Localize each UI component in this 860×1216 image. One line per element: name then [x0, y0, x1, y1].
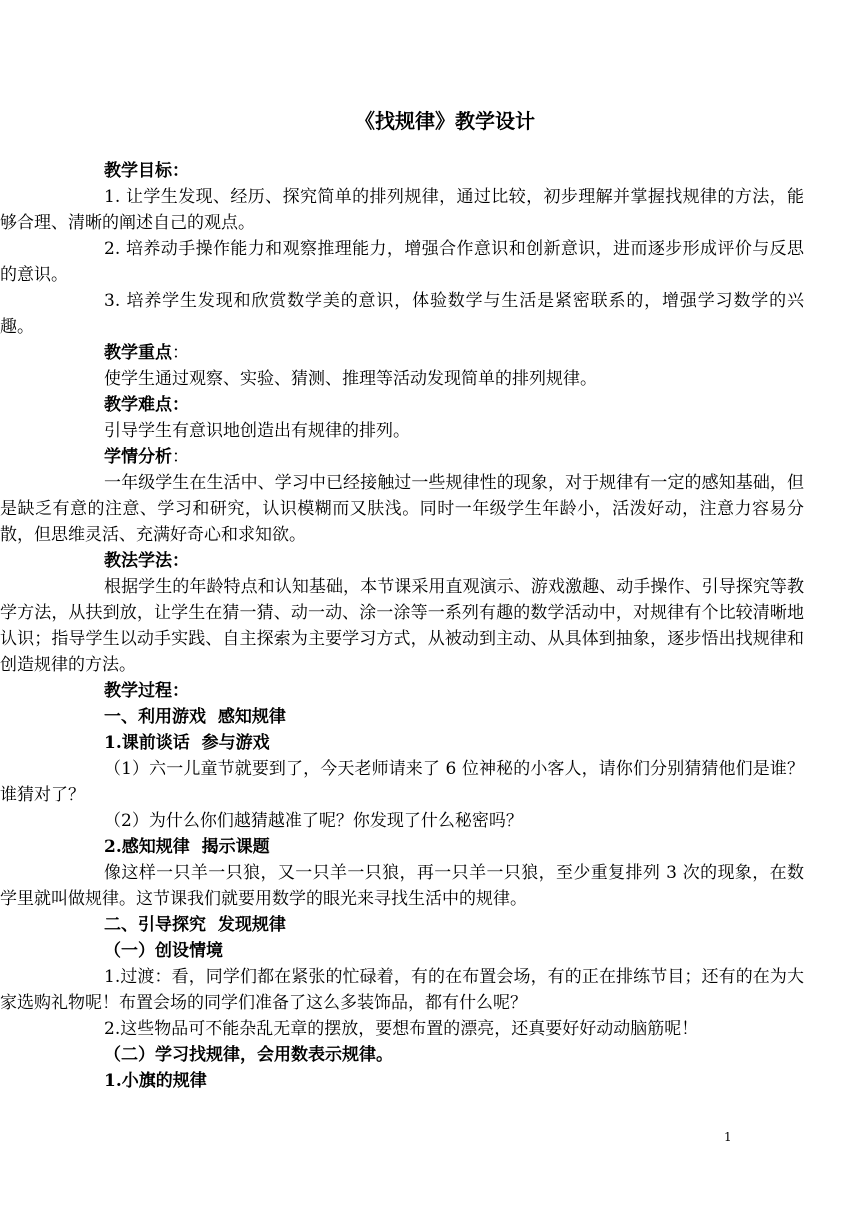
- document-body: [0, 158, 804, 1094]
- part2-text-2: 2.这些物品可不能杂乱无章的摆放，要想布置的漂亮，还真要好好动动脑筋呢！: [104, 1019, 699, 1039]
- difficult-text: 引导学生有意识地创造出有规律的排列。: [104, 421, 410, 441]
- goal-3: 3. 培养学生发现和欣赏数学美的意识，体验数学与生活是紧密联系的，增强学习数学的兴趣。: [0, 291, 804, 337]
- key-heading-colon: ：: [172, 343, 189, 363]
- method-text: 根据学生的年龄特点和认知基础，本节课采用直观演示、游戏激趣、动手操作、引导探究等教学方法，从扶到放，让学生在猜一猜、动一动、涂一涂等一系列有趣的数学活动中，对规律有个比较清晰地认识；指导学生以动手实践、自主探索为主要学习方式，从被动到主动、从具体到抽象，逐步悟出找规律和创造规律的方法。: [0, 577, 804, 675]
- part1-heading: 一、利用游戏 感知规律: [104, 707, 286, 727]
- difficult-heading: 教学难点：: [104, 395, 189, 415]
- part1-text: 像这样一只羊一只狼，又一只羊一只狼，再一只羊一只狼，至少重复排列 3 次的现象，在数学里就叫做规律。这节课我们就要用数学的眼光来寻找生活中的规律。: [0, 863, 804, 909]
- key-heading: [104, 340, 804, 366]
- part1-question-1: （1）六一儿童节就要到了，今天老师请来了 6 位神秘的小客人，请你们分别猜猜他们是谁？谁猜对了？: [0, 759, 804, 805]
- process-heading: 教学过程：: [104, 681, 189, 701]
- key-text: 使学生通过观察、实验、猜测、推理等活动发现简单的排列规律。: [104, 369, 597, 389]
- part1-sub1: 1.课前谈话 参与游戏: [104, 733, 270, 753]
- page-number: 1: [724, 1130, 732, 1144]
- method-heading: 教法学法：: [104, 551, 189, 571]
- goal-1: 1. 让学生发现、经历、探究简单的排列规律，通过比较，初步理解并掌握找规律的方法，能够合理、清晰的阐述自己的观点。: [0, 187, 804, 233]
- part2-sub2: （二）学习找规律，会用数表示规律。: [104, 1045, 393, 1065]
- key-heading-label: 教学重点: [104, 343, 172, 363]
- document-title: 《找规律》教学设计: [355, 109, 535, 133]
- part2-text-1: 1.过渡：看，同学们都在紧张的忙碌着，有的在布置会场，有的正在排练节目；还有的在为大家选购礼物呢！布置会场的同学们准备了这么多装饰品，都有什么呢？: [0, 967, 804, 1013]
- part1-question-2: （2）为什么你们越猜越准了呢？你发现了什么秘密吗？: [104, 811, 523, 831]
- part2-sub1: （一）创设情境: [104, 941, 223, 961]
- analysis-heading-label: 学情分析: [104, 447, 172, 467]
- analysis-heading: [104, 444, 804, 470]
- analysis-heading-colon: ：: [172, 447, 189, 467]
- goal-2: 2. 培养动手操作能力和观察推理能力，增强合作意识和创新意识，进而逐步形成评价与反思的意识。: [0, 239, 804, 285]
- analysis-text: 一年级学生在生活中、学习中已经接触过一些规律性的现象，对于规律有一定的感知基础，但是缺乏有意的注意、学习和研究，认识模糊而又肤浅。同时一年级学生年龄小，活泼好动，注意力容易分散，但思维灵活、充满好奇心和求知欲。: [0, 473, 804, 545]
- part2-heading: 二、引导探究 发现规律: [104, 915, 286, 935]
- part2-sub3: 1.小旗的规律: [104, 1071, 207, 1091]
- goals-heading: 教学目标：: [104, 161, 189, 181]
- part1-sub2: 2.感知规律 揭示课题: [104, 837, 270, 857]
